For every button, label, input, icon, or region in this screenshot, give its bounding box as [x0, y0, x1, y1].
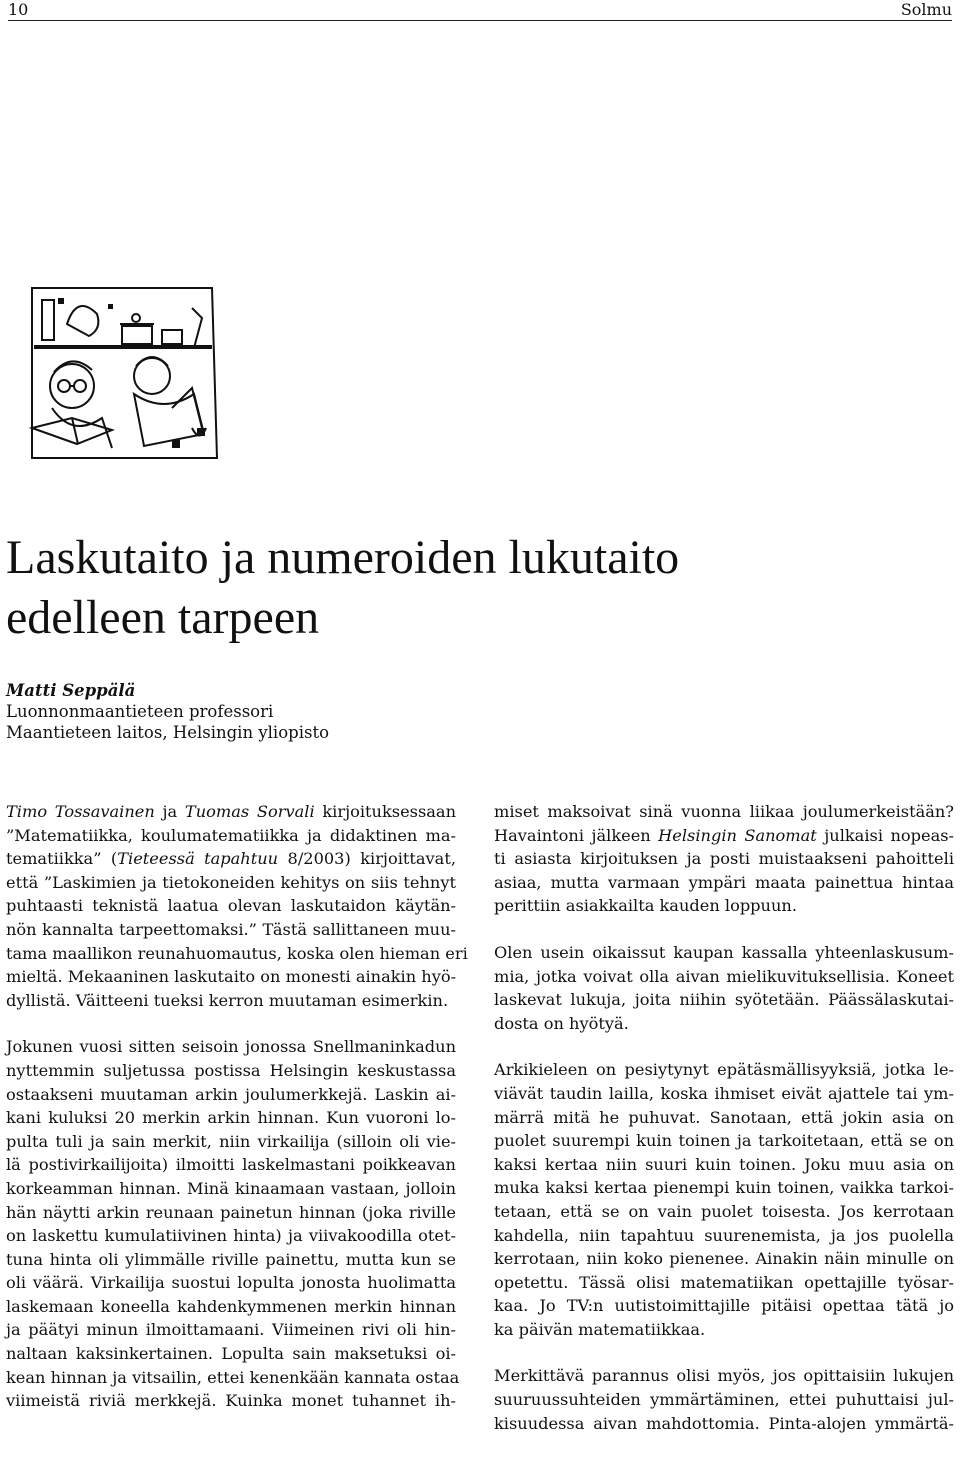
text-line: kean hinnan ja vitsailin, ettei kenenkään kannata ostaa [6, 1367, 460, 1387]
text-line: ja päätyi minun ilmoittamaani. Viimeinen rivi oli hin- [6, 1320, 456, 1340]
text-line: ”Matematiikka, koulumatematiikka ja didaktinen ma- [6, 825, 456, 845]
author-name: Matti Seppälä [6, 681, 136, 700]
text-line: kaa. Jo TV:n uutistoimittajille pitäisi opettaa tätä jo [494, 1296, 954, 1316]
title-line: Laskutaito ja numeroiden lukutaito [6, 531, 680, 584]
right-column [494, 800, 954, 1458]
text-line: dosta on hyötyä. [494, 1013, 629, 1033]
text-line: laskemaan koneella kahdenkymmenen merkin hinnan [6, 1296, 456, 1316]
text-line: opetettu. Tässä olisi matematiikan opettajille työsar- [494, 1272, 954, 1292]
text-line: tama maallikon reunahuomautus, koska olen hieman eri [6, 943, 468, 963]
author-block [6, 680, 329, 743]
text-line: ka päivän matematiikkaa. [494, 1319, 706, 1339]
paragraph [494, 941, 954, 1035]
title-line: edelleen tarpeen [6, 591, 320, 644]
text-line: nyttemmin suljetussa postissa Helsingin keskustassa [6, 1060, 456, 1080]
paragraph [6, 800, 468, 1012]
header-rule [8, 20, 952, 21]
text-line: tuna hinta oli ylimmälle riville painettu, mutta kun se [6, 1249, 456, 1269]
text-line: korkeamman hinnan. Minä kinaamaan vastaan, jolloin [6, 1178, 456, 1198]
text-line: on laskettu kumulatiivinen hinta) ja viivakoodilla otet- [6, 1226, 456, 1246]
text-line: lä postivirkailijoita) ilmoitti laskelmastani poikkeavan [6, 1155, 456, 1175]
text-line: puolet suurempi kuin toinen ja tarkoitetaan, että se on [494, 1131, 954, 1151]
text-line: puhtaasti teknistä laatua olevan laskutaidon käytän- [6, 896, 456, 916]
text-line: ostaakseni muutaman arkin joulumerkkejä. Laskin ai- [6, 1084, 456, 1104]
text-line: Merkittävä parannus olisi myös, jos opittaisiin lukujen [494, 1366, 954, 1386]
text-line: pulta tuli ja sain merkit, niin virkailija (silloin oli vie- [6, 1131, 456, 1151]
article-title [6, 528, 926, 648]
left-column [6, 800, 468, 1436]
text-line: mia, jotka voivat olla aivan mielikuvituksellisia. Koneet [494, 966, 954, 986]
text-line: viimeistä riviä merkkejä. Kuinka monet tuhannet ih- [6, 1391, 456, 1411]
text-line: kerrotaan, niin koko pienenee. Ainakin näin minulle on [494, 1249, 954, 1269]
text-line: nön kannalta tarpeettomaksi.” Tästä sallittaneen muu- [6, 919, 456, 939]
paragraph [494, 1058, 954, 1341]
text-line: kani kuluksi 20 merkin arkin hinnan. Kun vuoroni lo- [6, 1108, 456, 1128]
text-line: oli väärä. Virkailija suostui lopulta jonosta huolimatta [6, 1273, 456, 1293]
text-line: suuruussuhteiden ymmärtäminen, ettei puhuttaisi jul- [494, 1390, 954, 1410]
text-line: Timo Tossavainen ja Tuomas Sorvali kirjoituksessaan [6, 802, 457, 821]
text-line: tetaan, että se on vain puolet toisesta. Jos kerrotaan [494, 1201, 954, 1221]
author-title: Luonnonmaantieteen professori [6, 702, 274, 721]
paragraph [494, 800, 954, 918]
text-line: tematiikka” (Tieteessä tapahtuu 8/2003) kirjoittavat, [6, 849, 456, 869]
text-line: kahdella, niin tapahtuu suurenemista, ja jos puolella [494, 1225, 954, 1245]
page-header [8, 0, 952, 22]
text-line: Jokunen vuosi sitten seisoin jonossa Snellmaninkadun [6, 1037, 456, 1057]
text-line: kisuudessa aivan mahdottomia. Pinta-alojen ymmärtä- [494, 1413, 954, 1433]
text-line: hän näytti arkin reunaan painetun hinnan (joka riville [6, 1202, 456, 1222]
text-line: että ”Laskimien ja tietokoneiden kehitys on siis tehnyt [6, 872, 456, 892]
page-number: 10 [8, 0, 29, 19]
text-line: naltaan kaksinkertainen. Lopulta sain maksetuksi oi- [6, 1344, 456, 1364]
text-line: kaksi kertaa niin suuri kuin toinen. Joku muu asia on [494, 1154, 954, 1174]
paragraph [6, 1035, 460, 1413]
text-line: mieltä. Mekaaninen laskutaito on monesti ainakin hyö- [6, 967, 457, 987]
text-line: Olen usein oikaissut kaupan kassalla yhteenlaskusum- [494, 942, 954, 962]
text-line: laskevat lukuja, joita niihin syötetään. Päässälaskutai- [494, 990, 954, 1010]
text-line: Arkikieleen on pesiytynyt epätäsmällisyyksiä, jotka le- [494, 1060, 954, 1080]
text-line: miset maksoivat sinä vuonna liikaa joulumerkeistään? [494, 802, 954, 821]
text-line: dyllistä. Väitteeni tueksi kerron muutaman esimerkin. [6, 990, 449, 1010]
text-line: muka kaksi kertaa pienempi kuin toinen, vaikka tarkoi- [494, 1178, 954, 1198]
text-line: perittiin asiakkailta kauden loppuun. [494, 896, 797, 916]
text-line: ti asiasta kirjoituksen ja posti muistaakseni pahoitteli [494, 849, 954, 869]
text-line: märrä mitä he puhuvat. Sanotaan, että jokin asia on [494, 1107, 954, 1127]
text-line: asiaa, mutta varmaan ympäri maata painettua hintaa [494, 872, 954, 892]
text-line: viävät taudin lailla, koska ihmiset eivät ajattele tai ym- [494, 1083, 954, 1103]
kitchen-illustration [12, 268, 224, 464]
journal-name: Solmu [900, 0, 952, 19]
paragraph [494, 1364, 954, 1435]
author-affiliation: Maantieteen laitos, Helsingin yliopisto [6, 723, 330, 742]
text-line: Havaintoni jälkeen Helsingin Sanomat julkaisi nopeas- [494, 825, 954, 845]
